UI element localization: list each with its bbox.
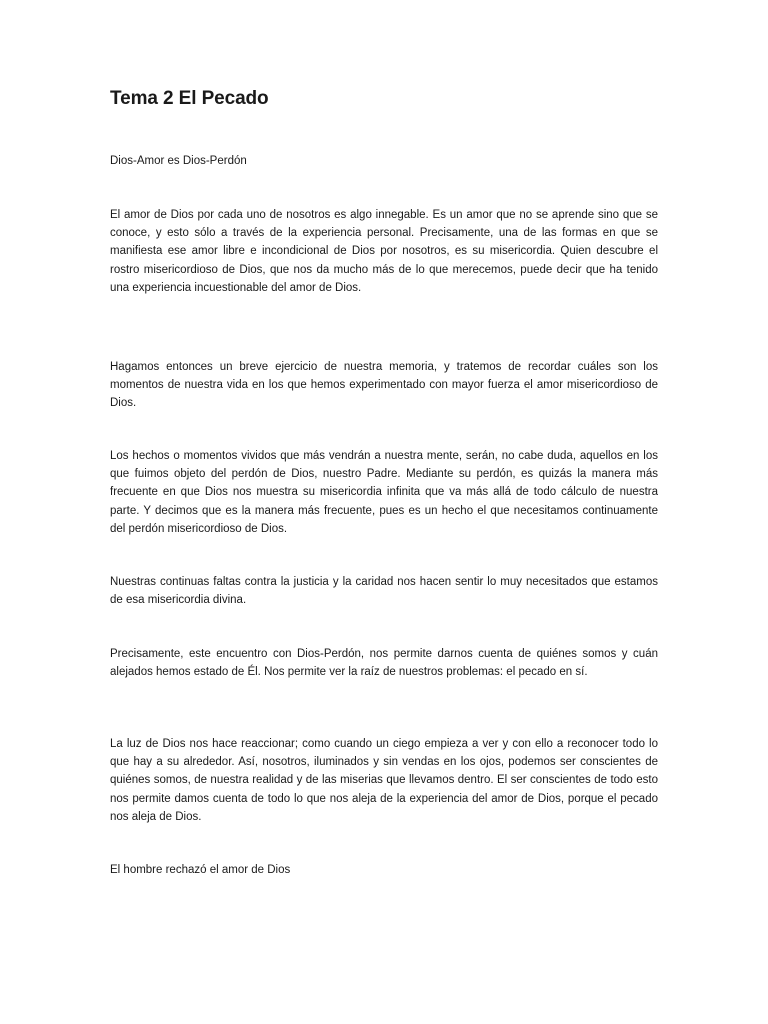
paragraph-1: El amor de Dios por cada uno de nosotros es algo innegable. Es un amor que no se aprende sino que se conoce, y esto sólo a través de la experiencia personal. Precisamente, una de las formas en que se manifiesta ese amor libre e incondicional de Dios por nosotros, es su misericordia. Quien descubre el rostro misericordioso de Dios, que nos da mucho más de lo que merecemos, puede decir que ha tenido una experiencia incuestionable del amor de Dios. <box>110 209 658 294</box>
paragraph-3: Los hechos o momentos vividos que más vendrán a nuestra mente, serán, no cabe duda, aquellos en los que fuimos objeto del perdón de Dios, nuestro Padre. Mediante su perdón, es quizás la manera más frecuente en que Dios nos muestra su misericordia infinita que va más allá de todo cálculo de nuestra parte. Y decimos que es la manera más frecuente, pues es un hecho el que necesitamos continuamente del perdón misericordioso de Dios. <box>110 450 658 535</box>
page-title: Tema 2 El Pecado <box>110 88 269 109</box>
paragraph-2: Hagamos entonces un breve ejercicio de nuestra memoria, y tratemos de recordar cuáles son los momentos de nuestra vida en los que hemos experimentado con mayor fuerza el amor misericordioso de Dios. <box>110 361 658 410</box>
section-heading-dios-amor: Dios-Amor es Dios-Perdón <box>110 155 247 167</box>
paragraph-4: Nuestras continuas faltas contra la justicia y la caridad nos hacen sentir lo muy necesitados que estamos de esa misericordia divina. <box>110 576 658 607</box>
paragraph-5: Precisamente, este encuentro con Dios-Perdón, nos permite darnos cuenta de quiénes somos y cuán alejados hemos estado de Él. Nos permite ver la raíz de nuestros problemas: el pecado en sí. <box>110 648 658 679</box>
paragraph-6: La luz de Dios nos hace reaccionar; como cuando un ciego empieza a ver y con ello a reconocer todo lo que hay a su alrededor. Así, nosotros, iluminados y sin vendas en los ojos, podemos ser conscientes de quiénes somos, de nuestra realidad y de las miserias que llevamos dentro. El ser conscientes de todo esto nos permite damos cuenta de todo lo que nos aleja de la experiencia del amor de Dios, porque el pecado nos aleja de Dios. <box>110 738 658 823</box>
document-page <box>110 0 658 1024</box>
section-heading-hombre-rechazo: El hombre rechazó el amor de Dios <box>110 864 291 876</box>
